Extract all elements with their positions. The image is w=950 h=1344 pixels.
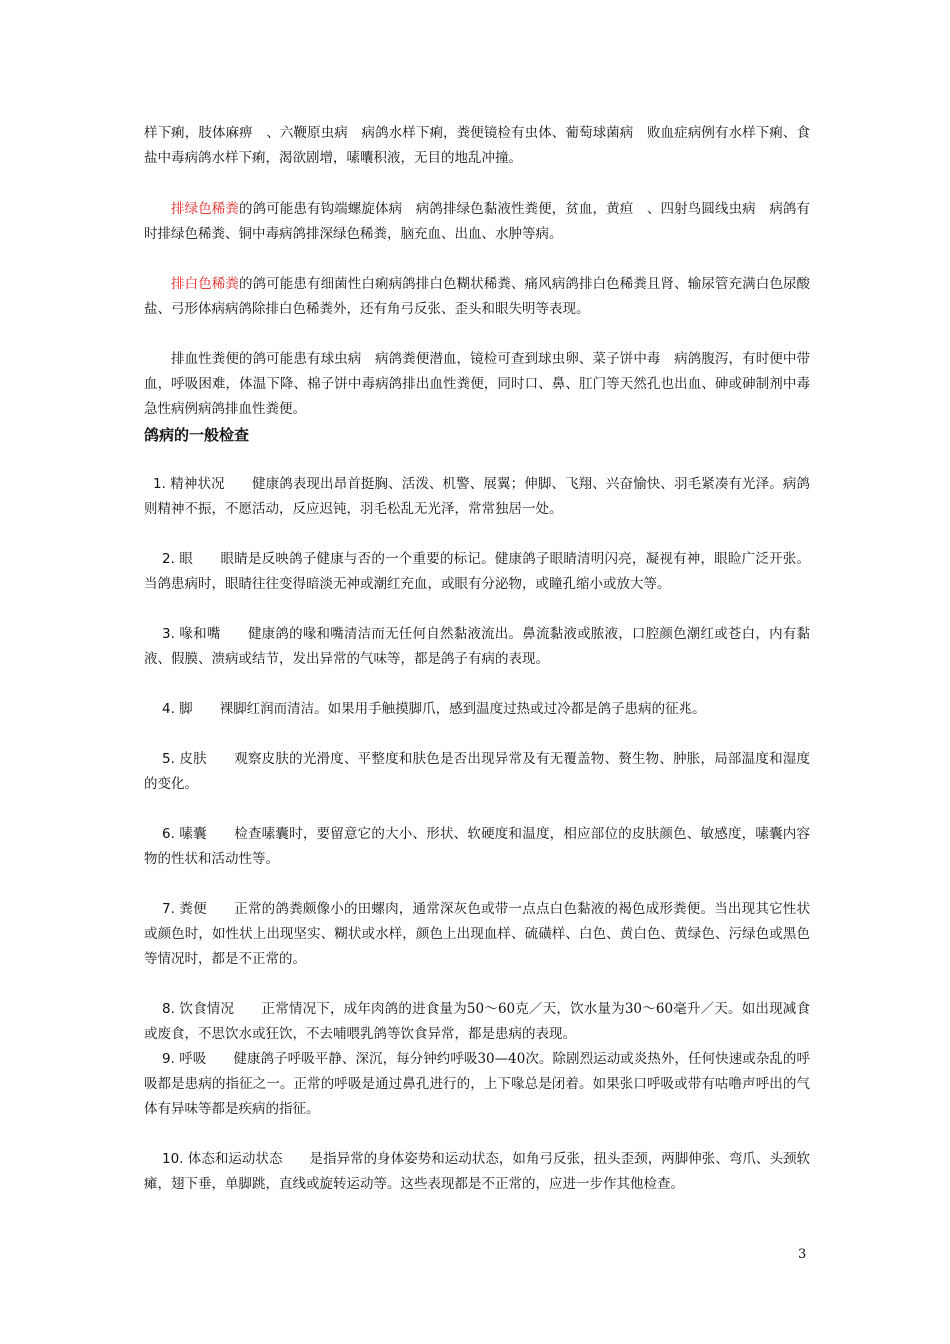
list-item [144, 622, 810, 672]
item-text: 脚 裸脚红润而清洁。如果用手触摸脚爪，感到温度过热或过冷都是鸽子患病的征兆。 [174, 701, 706, 717]
item-number: 1. [153, 476, 166, 492]
item-number: 8. [162, 1001, 175, 1017]
list-item [144, 697, 810, 722]
page-number: 3 [798, 1247, 807, 1262]
list-item [144, 547, 810, 597]
paragraph-text: 的鸽可能患有细菌性白痢病鸽排白色糊状稀粪、痛风病鸽排白色稀粪且肾、输尿管充满白色尿酸盐、弓形体病病鸽除排白色稀粪外，还有角弓反张、歪头和眼失明等表现。 [144, 276, 811, 317]
item-text: 精神状况 健康鸽表现出昂首挺胸、活泼、机警、展翼；伸脚、飞翔、兴奋愉快、羽毛紧凑有光泽。病鸽则精神不振，不愿活动，反应迟钝，羽毛松乱无光泽，常常独居一处。 [144, 476, 810, 517]
item-number: 10. [162, 1151, 184, 1167]
paragraph-text: 样下痢，肢体麻痹 、六鞭原虫病 病鸽水样下痢，粪便镜检有虫体、葡萄球菌病 败血症病例有水样下痢、食盐中毒病鸽水样下痢，渴欲剧增，嗉囔积液，无目的地乱冲撞。 [144, 125, 810, 166]
list-item [144, 747, 810, 797]
item-text: 喙和嘴 健康鸽的喙和嘴清洁而无任何自然黏液流出。鼻流黏液或脓液，口腔颜色潮红或苍白，内有黏液、假膜、溃病或结节，发出异常的气味等，都是鸽子有病的表现。 [144, 626, 810, 667]
list-item [144, 472, 810, 522]
item-text: 嗉囊 检查嗉囊时，要留意它的大小、形状、软硬度和温度，相应部位的皮肤颜色、敏感度，嗉囊内容物的性状和活动性等。 [144, 826, 810, 867]
paragraph-text: 的鸽可能患有钩端螺旋体病 病鸽排绿色黏液性粪便，贫血，黄疸 、四射鸟圆线虫病 病鸽有时排绿色稀粪、铜中毒病鸽排深绿色稀粪，脑充血、出血、水肿等病。 [144, 201, 811, 242]
item-number: 3. [162, 626, 175, 642]
list-item [144, 997, 810, 1047]
paragraph-bloody-feces [144, 347, 810, 422]
item-number: 6. [162, 826, 175, 842]
paragraph-text: 排血性粪便的鸽可能患有球虫病 病鸽粪便潜血，镜检可查到球虫卵、菜子饼中毒 病鸽腹泻，有时便中带血，呼吸困难，体温下降、棉子饼中毒病鸽排出血性粪便，同时口、鼻、肛门等天然孔也出血、砷或砷制剂中毒急性病例病鸽排血性粪便。 [144, 351, 810, 417]
section-heading: 鸽病的一般检查 [144, 426, 250, 444]
paragraph-white-feces [144, 272, 810, 322]
item-text: 饮食情况 正常情况下，成年肉鸽的进食量为50～60克／天，饮水量为30～60毫升／天。如出现减食或废食，不思饮水或狂饮，不去哺喂乳鸽等饮食异常，都是患病的表现。 [144, 1001, 810, 1042]
paragraph-green-feces [144, 197, 810, 247]
highlight-term: 排绿色稀粪 [171, 201, 239, 217]
item-number: 7. [162, 901, 175, 917]
paragraph-watery-feces [144, 121, 810, 171]
item-text: 粪便 正常的鸽粪颇像小的田螺肉，通常深灰色或带一点点白色黏液的褐色成形粪便。当出现其它性状或颜色时，如性状上出现坚实、糊状或水样，颜色上出现血样、硫磺样、白色、黄白色、黄绿色、污绿色或黑色等情况时，都是不正常的。 [144, 901, 810, 967]
list-item [144, 1047, 810, 1122]
highlight-term: 排白色稀粪 [171, 276, 239, 292]
list-item [144, 1147, 810, 1197]
item-number: 2. [162, 551, 175, 567]
item-text: 眼 眼睛是反映鸽子健康与否的一个重要的标记。健康鸽子眼睛清明闪亮，凝视有神，眼睑广泛开张。当鸽患病时，眼睛往往变得暗淡无神或潮红充血，或眼有分泌物，或瞳孔缩小或放大等。 [144, 551, 810, 592]
item-text: 皮肤 观察皮肤的光滑度、平整度和肤色是否出现异常及有无覆盖物、赘生物、肿胀，局部温度和湿度的变化。 [144, 751, 810, 792]
item-number: 5. [162, 751, 175, 767]
item-text: 呼吸 健康鸽子呼吸平静、深沉，每分钟约呼吸30—40次。除剧烈运动或炎热外，任何快速或杂乱的呼吸都是患病的指征之一。正常的呼吸是通过鼻孔进行的，上下喙总是闭着。如果张口呼吸或带有咕噜声呼出的气体有异味等都是疾病的指征。 [144, 1051, 810, 1117]
list-item [144, 897, 810, 972]
list-item [144, 822, 810, 872]
item-text: 体态和运动状态 是指异常的身体姿势和运动状态，如角弓反张，扭头歪颈，两脚伸张、弯爪、头颈软瘫，翅下垂，单脚跳，直线或旋转运动等。这些表现都是不正常的，应进一步作其他检查。 [144, 1151, 810, 1192]
item-number: 9. [162, 1051, 175, 1067]
item-number: 4. [162, 701, 175, 717]
